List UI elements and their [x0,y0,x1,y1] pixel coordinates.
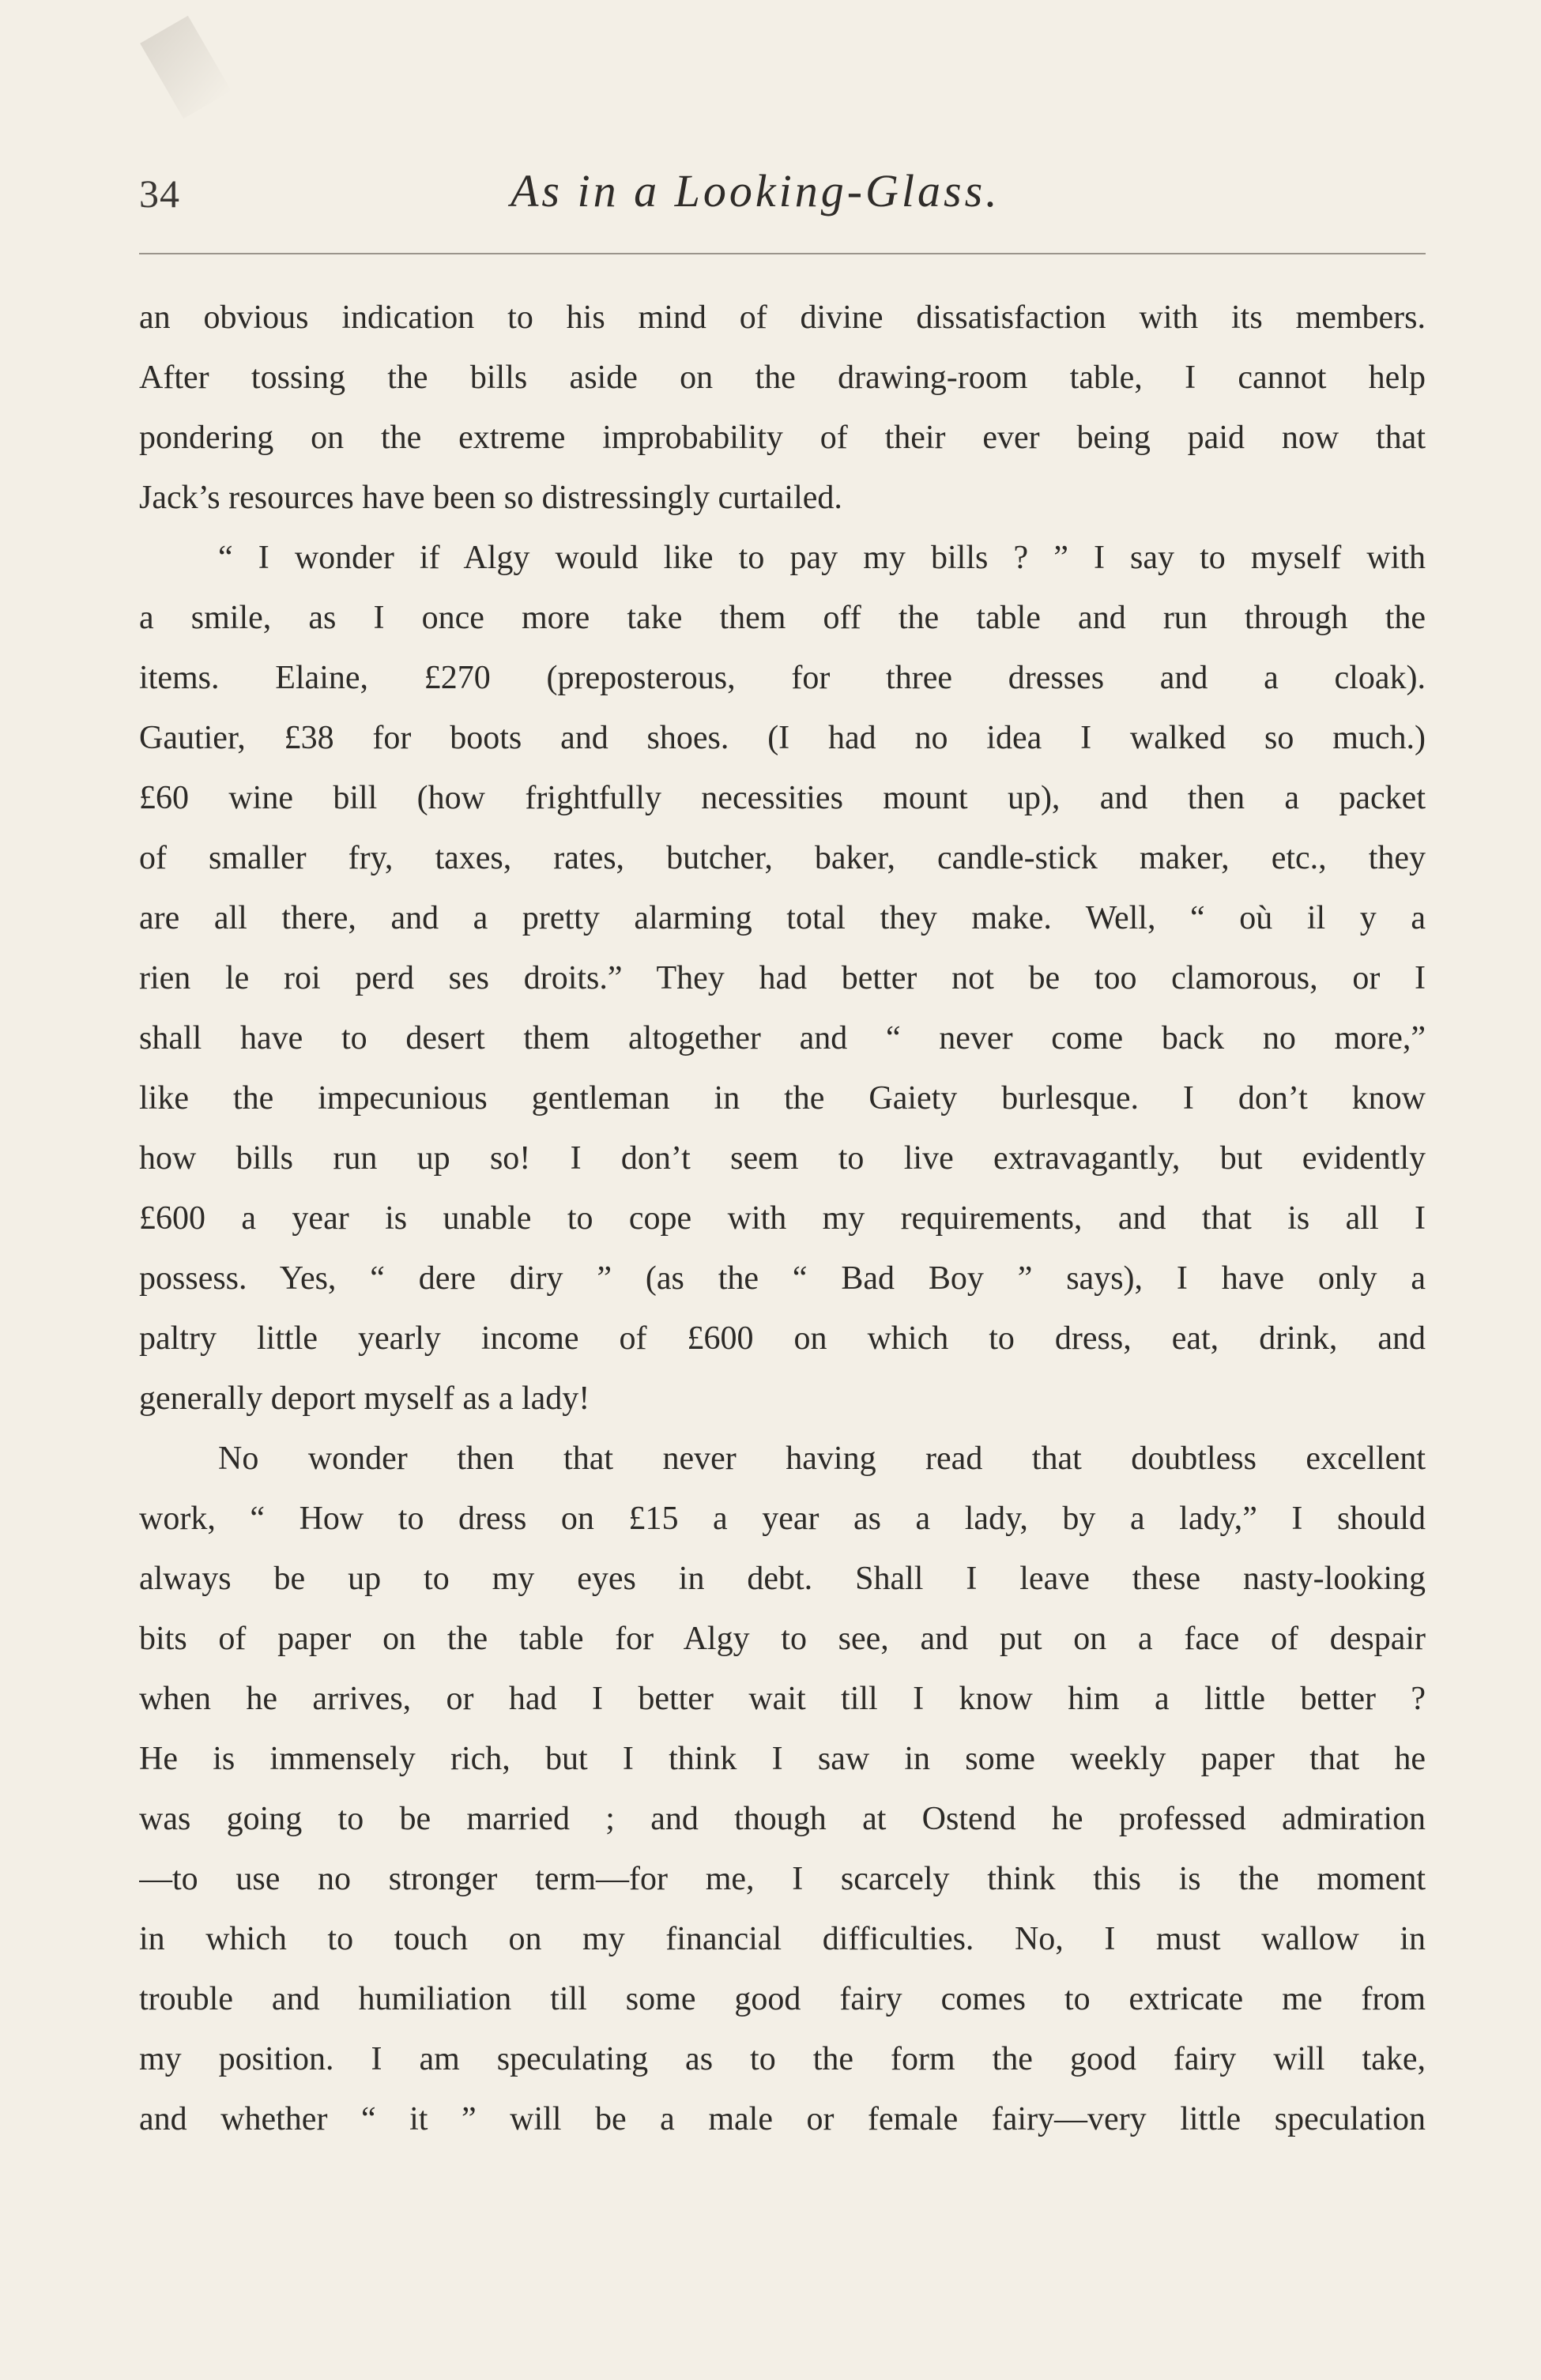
text-line: —to use no stronger term—for me, I scarcely think this is the moment [139,1861,1426,1897]
text-line: No wonder then that never having read that doubtless excellent [218,1440,1426,1477]
text-line: like the impecunious gentleman in the Gaiety burlesque. I don’t know [139,1080,1426,1117]
text-line: £600 a year is unable to cope with my requirements, and that is all I [139,1200,1426,1237]
paper-stain [140,16,232,119]
text-line: are all there, and a pretty alarming total they make. Well, “ où il y a [139,900,1426,936]
text-line: was going to be married ; and though at Ostend he professed admiration [139,1801,1426,1837]
text-line: pondering on the extreme improbability of their ever being paid now that [139,420,1426,456]
text-line: when he arrives, or had I better wait till I know him a little better ? [139,1681,1426,1717]
text-line: paltry little yearly income of £600 on which to dress, eat, drink, and [139,1320,1426,1357]
page-header [139,163,1426,229]
text-line: Gautier, £38 for boots and shoes. (I had no idea I walked so much.) [139,720,1426,756]
text-line: rien le roi perd ses droits.” They had better not be too clamorous, or I [139,960,1426,996]
text-line: “ I wonder if Algy would like to pay my bills ? ” I say to myself with [218,540,1426,576]
text-line: a smile, as I once more take them off the table and run through the [139,600,1426,636]
text-line: bits of paper on the table for Algy to see, and put on a face of despair [139,1621,1426,1657]
text-line: my position. I am speculating as to the form the good fairy will take, [139,2041,1426,2077]
text-line: of smaller fry, taxes, rates, butcher, baker, candle-stick maker, etc., they [139,840,1426,876]
page-number: 34 [139,171,180,216]
text-line: an obvious indication to his mind of divine dissatisfaction with its members. [139,299,1426,336]
text-line: and whether “ it ” will be a male or female fairy—very little speculation [139,2101,1426,2137]
text-line: always be up to my eyes in debt. Shall I leave these nasty-looking [139,1561,1426,1597]
running-title: As in a Looking-Glass. [511,165,1000,217]
text-line: items. Elaine, £270 (preposterous, for three dresses and a cloak). [139,660,1426,696]
text-line: possess. Yes, “ dere diry ” (as the “ Bad Boy ” says), I have only a [139,1260,1426,1297]
text-line: how bills run up so! I don’t seem to live extravagantly, but evidently [139,1140,1426,1177]
text-line: £60 wine bill (how frightfully necessities mount up), and then a packet [139,780,1426,816]
header-rule [139,253,1426,254]
text-line: He is immensely rich, but I think I saw in some weekly paper that he [139,1741,1426,1777]
text-line: shall have to desert them altogether and “ never come back no more,” [139,1020,1426,1056]
text-line: work, “ How to dress on £15 a year as a lady, by a lady,” I should [139,1501,1426,1537]
text-line: generally deport myself as a lady! [139,1380,590,1417]
text-line: Jack’s resources have been so distressingly curtailed. [139,480,842,516]
text-line: After tossing the bills aside on the drawing-room table, I cannot help [139,360,1426,396]
body-text [139,288,1426,2149]
text-line: trouble and humiliation till some good fairy comes to extricate me from [139,1981,1426,2017]
text-line: in which to touch on my financial difficulties. No, I must wallow in [139,1921,1426,1957]
